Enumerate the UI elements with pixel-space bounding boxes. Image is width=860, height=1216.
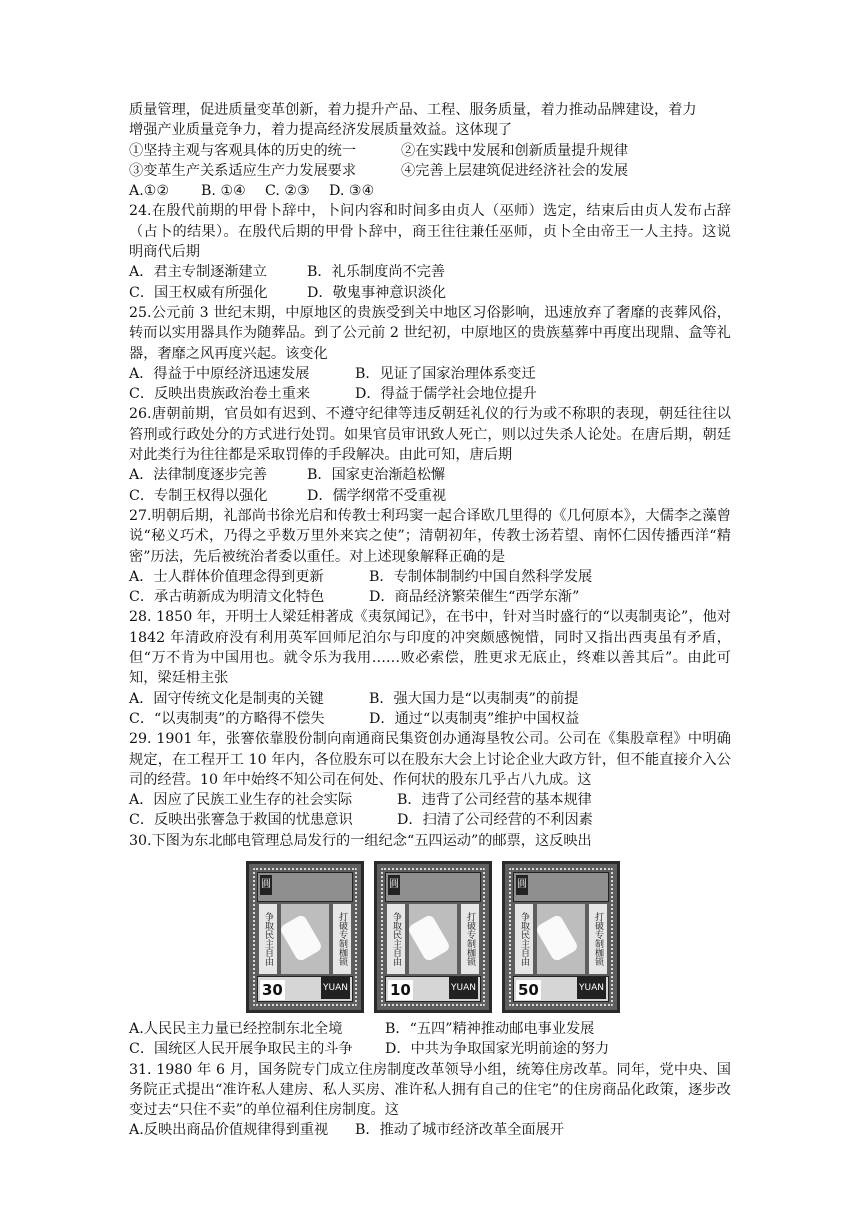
answer-a: A．固守传统文化是制夷的关键	[129, 690, 324, 707]
answer-a: A.反映出商品价值规律得到重视	[129, 1122, 329, 1139]
choice-a: A.①②	[129, 183, 170, 200]
question-31: 31. 1980 年 6 月，国务院专门成立住房制度改革领导小组，统筹住房改革。同年，党中央、国务院正式提出“准许私人建房、私人买房、准许私人拥有自己的住宅”的住房商品化政策，逐步改变过去“只住不卖”的单位福利住房制度。这	[129, 1061, 731, 1119]
answer-row	[129, 364, 731, 384]
choice-d: D. ③④	[329, 183, 375, 200]
intro-line: 增强产业质量竞争力，着力提高经济发展质量效益。这体现了	[129, 122, 513, 139]
option-2: ②在实践中发展和创新质量提升规律	[401, 142, 629, 159]
answer-d: D．敬鬼事神意识淡化	[307, 284, 447, 301]
answer-a: A．法律制度逐步完善	[129, 467, 267, 484]
answer-b: B．见证了国家治理体系变迁	[355, 365, 536, 382]
answer-row	[129, 465, 731, 485]
exam-page	[129, 100, 731, 1141]
answer-b: B．违背了公司经营的基本规律	[397, 792, 592, 809]
answer-d: D．通过“以夷制夷”维护中国权益	[369, 710, 580, 727]
question-25: 25.公元前 3 世纪末期，中原地区的贵族受到关中地区习俗影响，迅速放弃了奢靡的丧葬风俗，转而以实用器具作为随葬品。到了公元前 2 世纪初，中原地区的贵族墓葬中再度出现鼎、盒等礼器，奢靡之风再度兴起。该变化	[129, 304, 731, 362]
answer-a: A．君主专制逐渐建立	[129, 264, 267, 281]
choice-c: C. ②③	[265, 183, 310, 200]
hand-icon	[535, 914, 579, 963]
answer-d: D．商品经济繁荣催生“西学东渐”	[369, 589, 580, 606]
answer-row	[129, 262, 731, 282]
answer-row	[129, 1039, 731, 1059]
stamp-unit: YUAN	[449, 977, 478, 999]
stamp-value: 30	[262, 980, 283, 999]
stamp-value: 50	[518, 980, 539, 999]
option-3: ③变革生产关系适应生产力发展要求	[129, 162, 357, 179]
answer-row	[129, 790, 731, 810]
answer-c: C．反映出张謇急于救国的忧患意识	[129, 812, 353, 829]
answer-c: C．国王权威有所强化	[129, 284, 268, 301]
answer-c: C．“以夷制夷”的方略得不偿失	[129, 710, 325, 727]
hand-icon	[279, 914, 323, 963]
answer-row	[129, 689, 731, 709]
answer-d: D．得益于儒学社会地位提升	[355, 386, 537, 403]
stamp-unit: YUAN	[321, 977, 350, 999]
hand-icon	[407, 914, 451, 963]
question-26: 26.唐朝前期，官员如有迟到、不遵守纪律等违反朝廷礼仪的行为或不称职的表现，朝廷往往以笞刑或行政处分的方式进行处罚。如果官员审讯致人死亡，则以过失杀人论处。在唐后期，朝廷对此类行为往往都是采取罚俸的手段解决。由此可知，唐后期	[129, 406, 731, 464]
answer-row	[129, 709, 731, 729]
answer-b: B．“五四”精神推动邮电事业发展	[385, 1020, 595, 1037]
stamp-10-yuan: 圓 争取民主自由 打破专制枷锁 10 YUAN	[374, 861, 492, 1013]
answer-b: B．国家吏治渐趋松懈	[307, 467, 446, 484]
choice-row	[129, 181, 731, 201]
question-24: 24.在殷代前期的甲骨卜辞中，卜问内容和时间多由贞人（巫师）选定，结束后由贞人发布占辞（占卜的结果）。在殷代后期的甲骨卜辞中，商王往往兼任巫师，贞卜全由帝王一人主持。这说明商代后期	[129, 203, 731, 261]
answer-b: B．推动了城市经济改革全面展开	[355, 1122, 565, 1139]
answer-row	[129, 384, 731, 404]
answer-a: A．士人群体价值理念得到更新	[129, 568, 324, 585]
answer-row	[129, 1019, 731, 1039]
intro-line: 质量管理，促进质量变革创新，着力提升产品、工程、服务质量，着力推动品牌建设，着力	[129, 102, 697, 118]
answer-a: A.人民民主力量已经控制东北全境	[129, 1020, 343, 1037]
answer-a: A．因应了民族工业生存的社会实际	[129, 792, 353, 809]
answer-c: C．反映出贵族政治卷土重来	[129, 386, 311, 403]
answer-b: B．礼乐制度尚不完善	[307, 264, 446, 281]
stamp-50-yuan: 圓 争取民主自由 打破专制枷锁 50 YUAN	[502, 861, 620, 1013]
answer-d: D．扫清了公司经营的不利因素	[397, 812, 593, 829]
answer-a: A．得益于中原经济迅速发展	[129, 365, 310, 382]
question-29: 29. 1901 年，张謇依靠股份制向南通商民集资创办通海垦牧公司。公司在《集股章程》中明确规定，在工程开工 10 年内，各位股东可以在股东大会上讨论企业大政方针，但不能直接介入公司的经营。10 年中始终不知公司在何处、作何状的股东几乎占八九成。这	[129, 731, 731, 788]
option-4: ④完善上层建筑促进经济社会的发展	[401, 162, 629, 179]
answer-row	[129, 587, 731, 607]
answer-d: D．儒学纲常不受重视	[307, 487, 447, 504]
answer-c: C．专制王权得以强化	[129, 487, 268, 504]
option-1: ①坚持主观与客观具体的历史的统一	[129, 142, 357, 159]
question-30: 30.下图为东北邮电管理总局发行的一组纪念“五四运动”的邮票，这反映出	[129, 832, 592, 849]
option-row	[129, 141, 731, 161]
stamp-set-image	[244, 861, 622, 1013]
stamp-value: 10	[390, 980, 411, 999]
choice-b: B. ①④	[201, 183, 246, 200]
stamp-30-yuan: 圓 争取民主自由 打破专制枷锁 30 YUAN	[246, 861, 364, 1013]
answer-c: C．承古萌新成为明清文化特色	[129, 589, 325, 606]
option-row	[129, 161, 731, 181]
answer-row	[129, 486, 731, 506]
answer-b: B．强大国力是“以夷制夷”的前提	[369, 690, 579, 707]
question-27: 27.明朝后期，礼部尚书徐光启和传教士利玛窦一起合译欧几里得的《几何原本》，大儒李之藻曾说“秘义巧术，乃得之乎数万里外来宾之使”；清朝初年，传教士汤若望、南怀仁因传播西洋“精密”历法，先后被统治者委以重任。对上述现象解释正确的是	[129, 507, 731, 565]
answer-row	[129, 1120, 731, 1140]
answer-row	[129, 567, 731, 587]
stamp-unit: YUAN	[577, 977, 606, 999]
answer-d: D．中共为争取国家光明前途的努力	[385, 1041, 610, 1058]
answer-c: C．国统区人民开展争取民主的斗争	[129, 1041, 353, 1058]
answer-row	[129, 810, 731, 830]
answer-b: B．专制体制制约中国自然科学发展	[369, 568, 593, 585]
question-28: 28. 1850 年，开明士人梁廷枏著成《夷氛闻记》，在书中，针对当时盛行的“以夷制夷论”，他对 1842 年清政府没有利用英军回师尼泊尔与印度的冲突颇感惋惜，同时又指出西夷虽有矛盾，但“万不肯为中国用也。就令乐为我用……败必索偿，胜更求无底止，终难以善其后”。由此可知，梁廷枏主张	[129, 609, 731, 687]
answer-row	[129, 283, 731, 303]
